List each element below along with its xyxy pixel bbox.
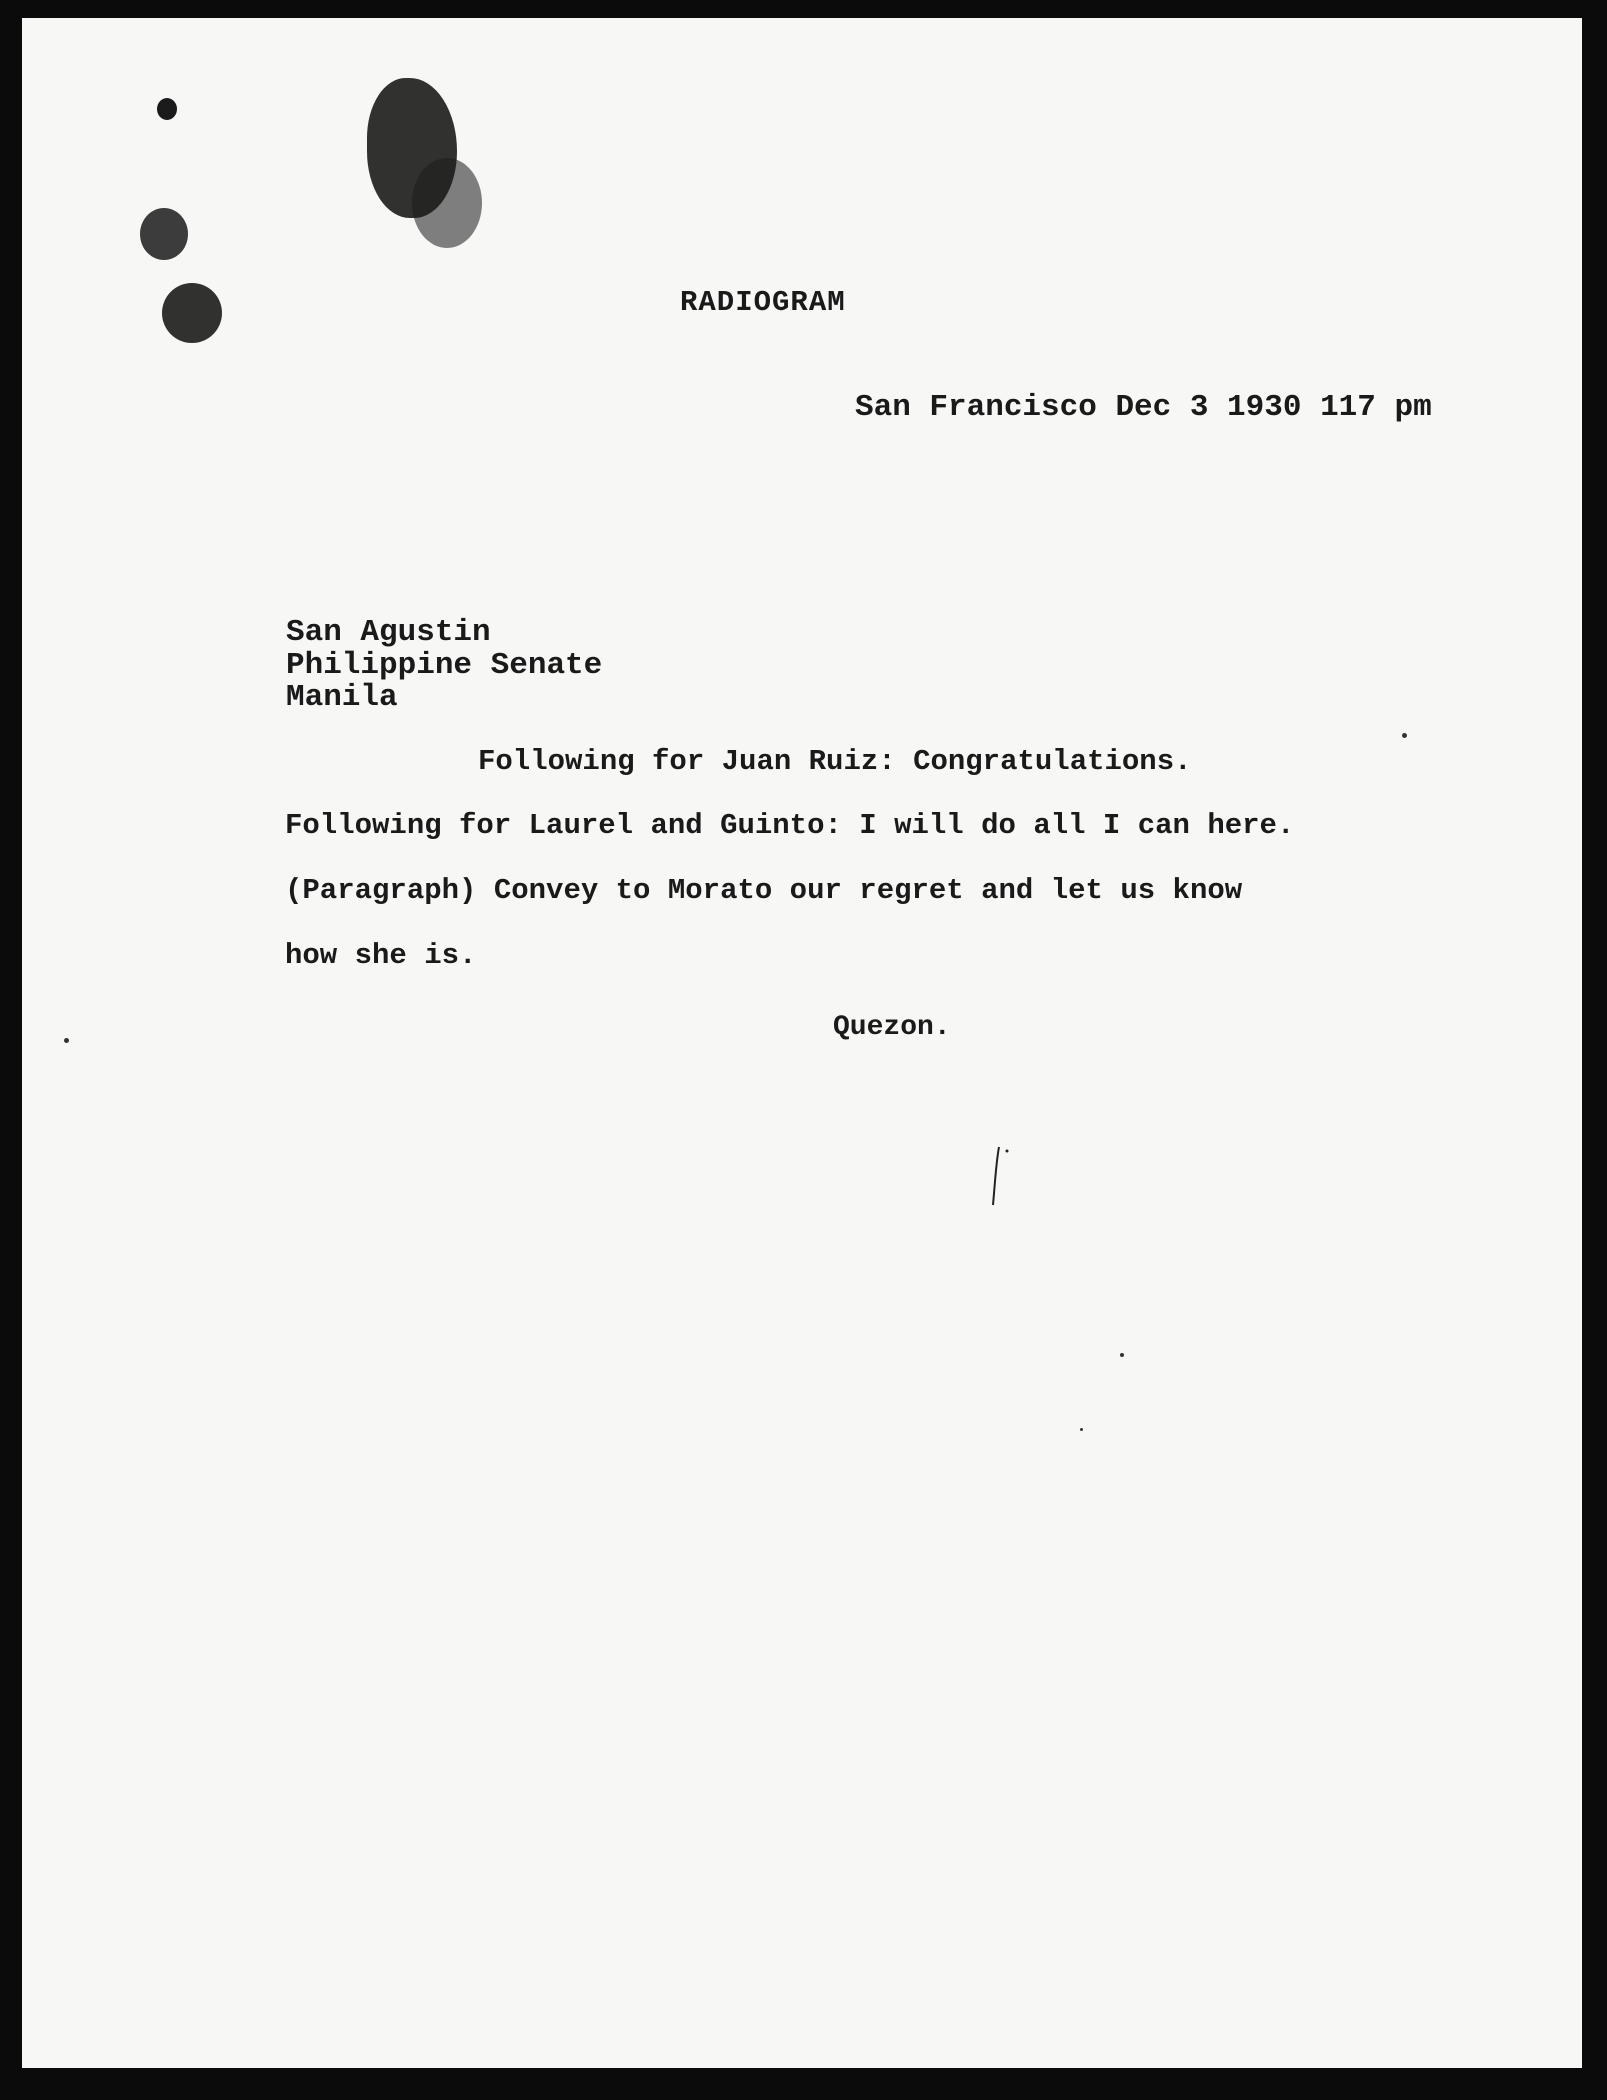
radiogram-page — [22, 18, 1582, 2068]
speck — [1120, 1353, 1124, 1357]
pen-stroke — [987, 1143, 1017, 1213]
speck — [1402, 733, 1407, 738]
document-title: RADIOGRAM — [680, 286, 846, 319]
message-line-3: (Paragraph) Convey to Morato our regret and let us know — [285, 874, 1243, 907]
address-line-1: San Agustin — [286, 615, 491, 650]
address-line-2: Philippine Senate — [286, 648, 603, 683]
message-line-1: Following for Juan Ruiz: Congratulations. — [478, 745, 1192, 778]
ink-blot — [412, 158, 482, 248]
dateline: San Francisco Dec 3 1930 117 pm — [855, 390, 1432, 425]
address-line-3: Manila — [286, 680, 398, 715]
ink-blot — [140, 208, 188, 260]
ink-blot — [157, 98, 177, 120]
message-line-4: how she is. — [285, 939, 477, 972]
signature: Quezon. — [833, 1012, 951, 1043]
speck — [64, 1038, 69, 1043]
speck — [1080, 1428, 1083, 1431]
message-line-2: Following for Laurel and Guinto: I will do all I can here. — [285, 809, 1295, 842]
ink-blot — [162, 283, 222, 343]
